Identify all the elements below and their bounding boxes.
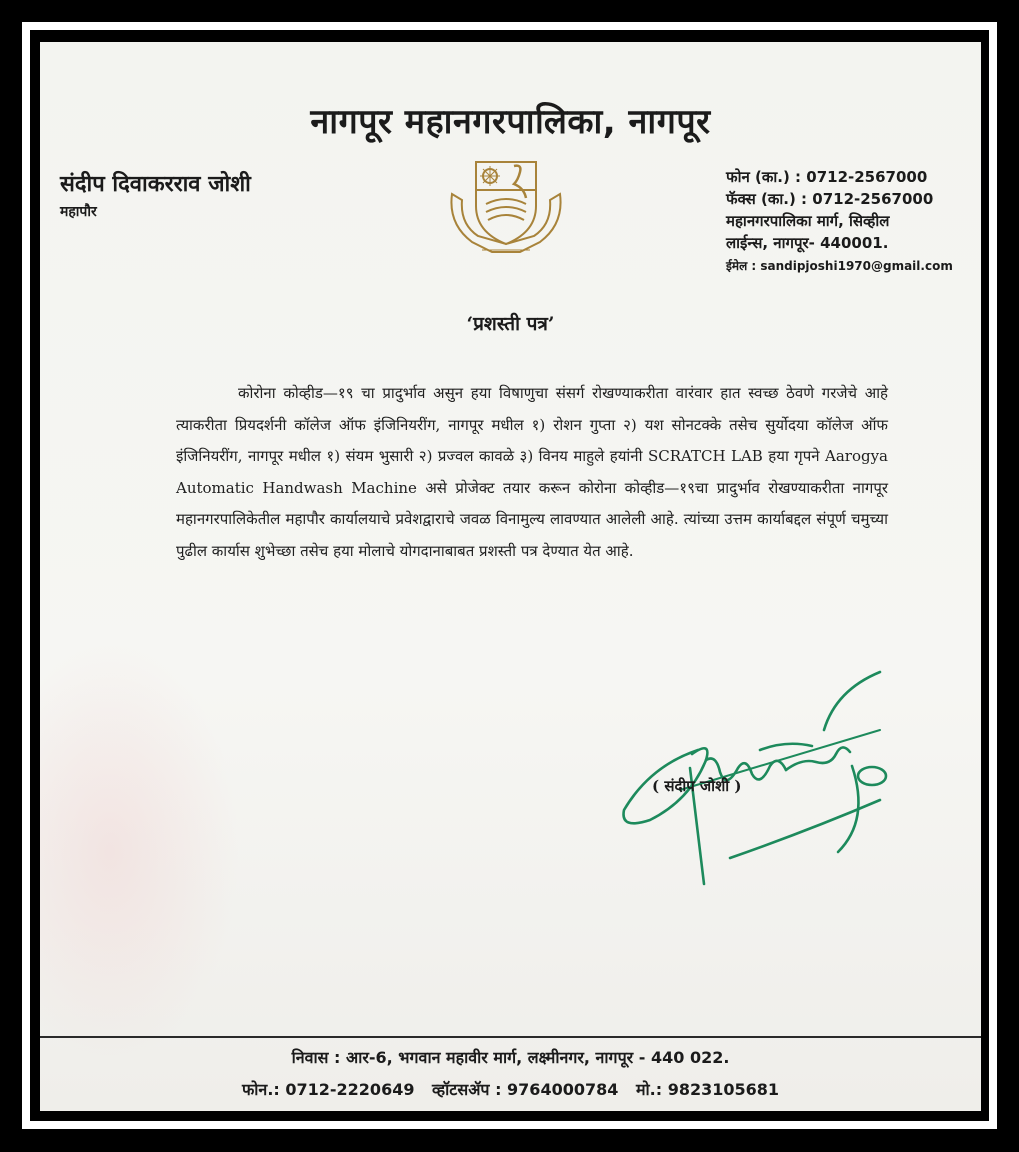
nmc-crest-icon [442,154,570,258]
footer-divider [40,1036,981,1038]
office-address-line1: महानगरपालिका मार्ग, सिव्हील [726,212,890,230]
letterhead-page [40,42,981,1111]
mayor-name: संदीप दिवाकरराव जोशी [60,172,251,197]
mobile-number: मो.: 9823105681 [635,1080,780,1099]
whatsapp-number: व्हॉटसॲप : 9764000784 [432,1080,619,1099]
certificate-heading: ‘प्रशस्ती पत्र’ [466,313,555,335]
residence-address: निवास : आर-6, भगवान महावीर मार्ग, लक्ष्मीनगर, नागपूर - 440 022. [291,1048,730,1067]
mayor-title: महापौर [60,204,97,220]
office-address-line2: लाईन्स, नागपूर- 440001. [726,234,889,252]
certificate-body [176,378,888,567]
office-email: ईमेल : sandipjoshi1970@gmail.com [726,259,953,273]
office-fax: फॅक्स (का.) : 0712-2567000 [726,190,934,208]
certificate-paragraph: कोरोना कोव्हीड—१९ चा प्रादुर्भाव असुन हया विषाणुचा संसर्ग रोखण्याकरीता वारंवार हात स्वच्छ ठेवणे गरजेचे आहे त्याकरीता प्रियदर्शनी कॉलेज ऑफ इंजिनियरींग, नागपूर मधील १) रोशन गुप्ता २) यश सोनटक्के तसेच सुर्योदया कॉलेज ऑफ इंजिनियरींग, नागपूर मधील १) संयम भुसारी २) प्रज्वल कावळे ३) विनय माहुले हयांनी SCRATCH LAB हया गृपने Aarogya Automatic Handwash Machine असे प्रोजेक्ट तयार करून कोरोना कोव्हीड—१९चा प्रादुर्भाव रोखण्याकरीता नागपूर महानगरपालिकेतील महापौर कार्यालयाचे प्रवेशद्वाराचे जवळ विनामुल्य लावण्यात आलेली आहे. त्यांच्या उत्तम कार्याबद्दल संपूर्ण चमुच्या पुढील कार्यास शुभेच्छा तसेच हया मोलाचे योगदानाबाबत प्रशस्ती पत्र देण्यात येत आहे. [176,384,888,560]
office-phone: फोन (का.) : 0712-2567000 [726,168,928,186]
residence-phone: फोन.: 0712-2220649 [241,1080,415,1099]
signatory-name: ( संदीप जोशी ) [652,777,742,795]
footer-contacts [40,1078,981,1100]
organization-title: नागपूर महानगरपालिका, नागपूर [310,102,711,142]
contact-block [726,166,976,276]
